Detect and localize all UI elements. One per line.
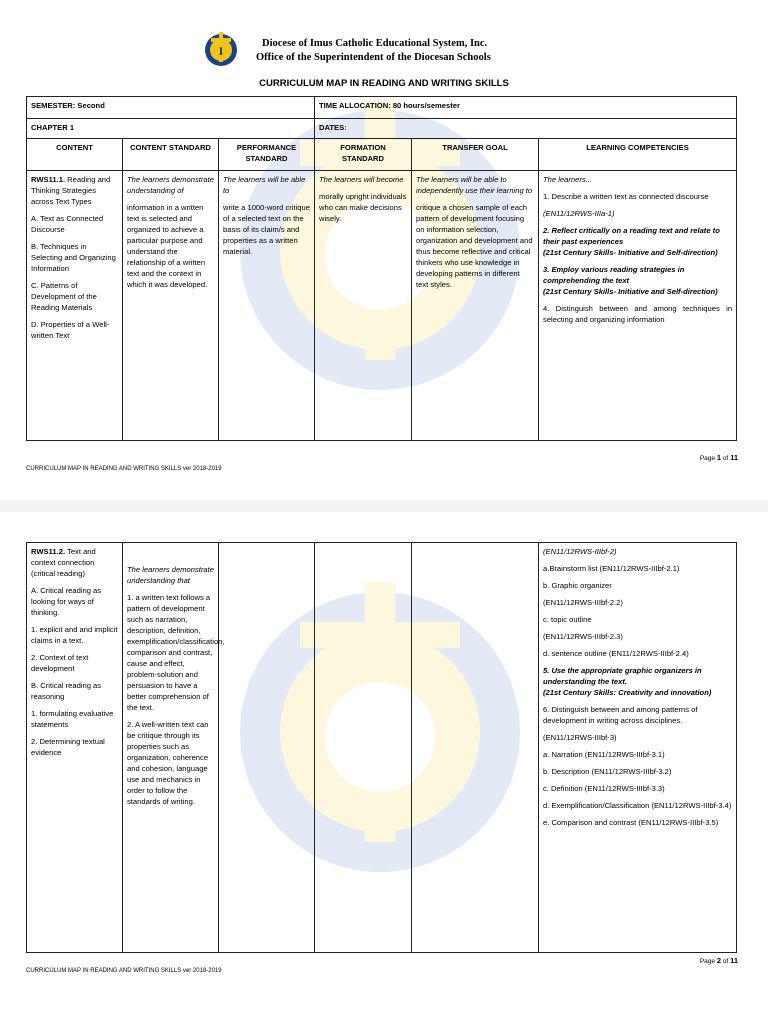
transfer-goal-cell <box>412 543 539 953</box>
content-item: 2. Determining textual evidence <box>31 737 105 757</box>
footer-text: CURRICULUM MAP IN READING AND WRITING SKILLS ver 2018-2019 <box>26 466 222 472</box>
content-code: RWS11.1. <box>31 175 66 184</box>
svg-text:I: I <box>218 44 224 58</box>
competency-item: b. Graphic organizer <box>543 581 612 590</box>
competency-item: 2. Reflect critically on a reading text and relate to their past experiences <box>543 226 720 246</box>
curriculum-table-page-1 <box>26 96 737 441</box>
content-standard-cell <box>123 171 219 441</box>
competency-item: 1. Describe a written text as connected discourse <box>543 192 709 201</box>
content-standard-cell <box>123 543 225 953</box>
competency-item: d. sentence outline (EN11/12RWS-IIIbf-2.4) <box>543 649 689 658</box>
competency-item: 6. Distinguish between and among patterns of development in writing across disciplines. <box>543 705 698 725</box>
transfer-goal-text: critique a chosen sample of each pattern of development focusing on information selection, organization and development and thus become reflective and critical thinkers who use knowledge in developing patterns in different text styles. <box>416 203 533 289</box>
diocese-logo-icon <box>200 28 242 70</box>
performance-standard-text: write a 1000-word critique of a selected text on the basis of its claim/s and properties as a written material. <box>223 203 310 256</box>
competency-item: 5. Use the appropriate graphic organizers in understanding the text. <box>543 666 702 686</box>
col-header-transfer-goal: TRANSFER GOAL <box>412 139 539 171</box>
content-cell <box>27 543 123 953</box>
performance-standard-cell <box>219 543 315 953</box>
learning-competencies-cell <box>539 171 737 441</box>
competencies-lead: The learners... <box>543 175 592 184</box>
competency-item: b. Description (EN11/12RWS-IIIbf-3.2) <box>543 767 672 776</box>
org-name: Diocese of Imus Catholic Educational System, Inc. <box>262 38 488 49</box>
competency-code: (EN11/12RWS-IIIbf-2.3) <box>543 632 623 641</box>
competency-item: e. Comparison and contrast (EN11/12RWS-IIIbf-3.5) <box>543 818 719 827</box>
competency-code: (EN11/12RWS-IIIbf-2) <box>543 547 617 556</box>
page-number: Page 2 of 11 <box>699 956 738 965</box>
col-header-content-standard: CONTENT STANDARD <box>123 139 219 171</box>
competency-item: a.Brainstorm list (EN11/12RWS-IIIbf-2.1) <box>543 564 680 573</box>
competency-code: (EN11/12RWS-IIIbf-2.2) <box>543 598 623 607</box>
formation-standard-cell <box>315 171 412 441</box>
page-separator <box>0 500 768 512</box>
content-item: D. Properties of a Well-written Text <box>31 320 110 340</box>
content-item: 2. Context of text development <box>31 653 89 673</box>
content-cell <box>27 171 123 441</box>
transfer-goal-lead: The learners will be able to independently use their learning to <box>416 175 533 195</box>
content-item: B. Techniques in Selecting and Organizing Information <box>31 242 116 273</box>
content-standard-text: information in a written text is selected and organized to achieve a particular purpose and understand the relationship of a written text and the context in which it was developed. <box>127 203 208 289</box>
content-item: 1. formulating evaluative statements <box>31 709 114 729</box>
time-allocation-cell: TIME ALLOCATION: 80 hours/semester <box>315 97 737 119</box>
page-title: CURRICULUM MAP IN READING AND WRITING SKILLS <box>259 78 509 89</box>
competency-item: a. Narration (EN11/12RWS-IIIbf-3.1) <box>543 750 665 759</box>
content-item: B. Critical reading as reasoning <box>31 681 102 701</box>
col-header-learning-competencies: LEARNING COMPETENCIES <box>539 139 737 171</box>
formation-standard-text: morally upright individuals who can make decisions wisely. <box>319 192 407 223</box>
competency-skill: (21st Century Skills- Initiative and Self-direction) <box>543 248 718 257</box>
table-row <box>27 171 737 441</box>
page-1 <box>0 0 768 500</box>
page-number: Page 1 of 11 <box>699 453 738 462</box>
formation-standard-cell <box>315 543 412 953</box>
footer-text: CURRICULUM MAP IN READING AND WRITING SKILLS ver 2018-2019 <box>26 968 222 974</box>
content-standard-lead: The learners demonstrate understanding that <box>127 565 214 585</box>
content-item: A. Critical reading as looking for ways of thinking. <box>31 586 102 617</box>
curriculum-table-page-2 <box>26 542 737 953</box>
dates-cell: DATES: <box>315 119 737 139</box>
column-header-row <box>27 139 737 171</box>
content-standard-text: 2. A well-written text can be critique through its properties such as organization, coherence and cohesion, language use and mechanics in order to follow the standards of writing. <box>127 720 209 806</box>
content-code: RWS11.2. <box>31 547 66 556</box>
content-standard-lead: The learners demonstrate understanding of <box>127 175 214 195</box>
performance-standard-lead: The learners will be able to <box>223 175 306 195</box>
competency-item: 3. Employ various reading strategies in comprehending the text <box>543 265 685 285</box>
competency-item: c. Definition (EN11/12RWS-IIIbf-3.3) <box>543 784 665 793</box>
competency-code: (EN11/12RWS-IIIbf-3) <box>543 733 617 742</box>
competency-code: (EN11/12RWS-IIIa-1) <box>543 209 615 218</box>
col-header-performance-standard: PERFORMANCE STANDARD <box>219 139 315 171</box>
content-title: Text and context connection (critical reading) <box>31 547 96 578</box>
competency-item: d. Exemplification/Classification (EN11/12RWS-IIIbf-3.4) <box>543 801 732 810</box>
table-row <box>27 543 737 953</box>
performance-standard-cell <box>219 171 315 441</box>
competency-item: 4. Distinguish between and among techniques in selecting and organizing information <box>543 304 733 324</box>
chapter-cell: CHAPTER 1 <box>27 119 315 139</box>
content-item: C. Patterns of Development of the Reading Materials <box>31 281 97 312</box>
semester-cell: SEMESTER: Second <box>27 97 315 119</box>
transfer-goal-cell <box>412 171 539 441</box>
formation-standard-lead: The learners will become <box>319 175 404 184</box>
org-office: Office of the Superintendent of the Diocesan Schools <box>256 52 491 63</box>
competency-skill: (21st Century Skills: Creativity and innovation) <box>543 688 712 697</box>
learning-competencies-cell <box>539 543 737 953</box>
competency-item: c. topic outline <box>543 615 592 624</box>
col-header-formation-standard: FORMATION STANDARD <box>315 139 412 171</box>
content-item: 1. explicit and and implicit claims in a text. <box>31 625 118 645</box>
content-title: Reading and Thinking Strategies across Text Types <box>31 175 111 206</box>
content-item: A. Text as Connected Discourse <box>31 214 104 234</box>
col-header-content: CONTENT <box>27 139 123 171</box>
competency-skill: (21st Century Skills- Initiative and Self-direction) <box>543 287 718 296</box>
content-standard-text: 1. a written text follows a pattern of development such as narration, description, definition, exemplification/classification, comparison and contrast, cause and effect, problem-solution and persuasion to have a better comprehension of the text. <box>127 593 225 712</box>
